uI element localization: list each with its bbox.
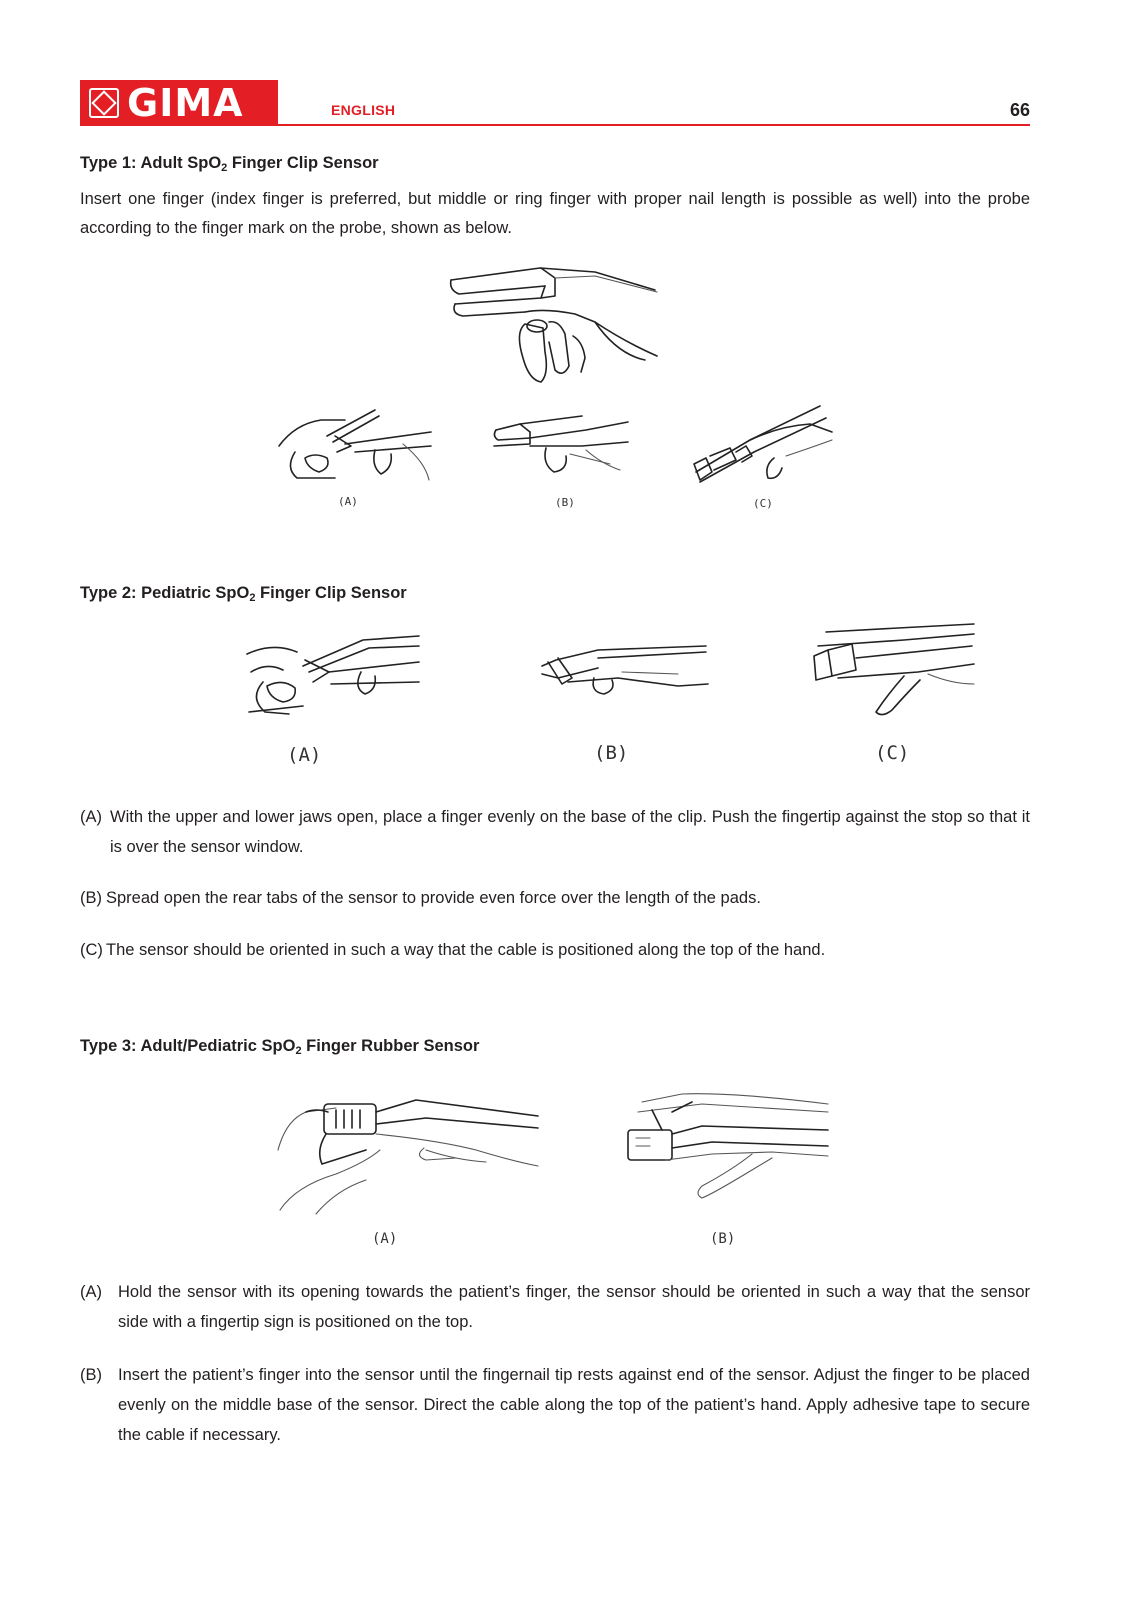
type2-caption-a: (A) bbox=[287, 744, 322, 766]
type3-caption-a: (A) bbox=[372, 1231, 398, 1247]
type3-item-b: (B) Insert the patient’s finger into the sensor until the fingernail tip rests against end of the sensor. Adjust the finger to be placed evenly on the middle base of the sensor. Direct the cable along the top of the patient’s hand. Apply adhesive tape to secure the cable if necessary. bbox=[80, 1366, 1030, 1444]
type2-item-a: (A) With the upper and lower jaws open, place a finger evenly on the base of the clip. Push the fingertip against the stop so that it is over the sensor window. bbox=[80, 808, 1030, 856]
type1-paragraph: Insert one finger (index finger is preferred, but middle or ring finger with proper nail length is possible as well) into the probe according to the finger mark on the probe, shown as below. bbox=[80, 190, 1030, 237]
type3-item-a: (A) Hold the sensor with its opening towards the patient’s finger, the sensor should be oriented in such a way that the sensor side with a fingertip sign is positioned on the top. bbox=[80, 1283, 1030, 1331]
type1-caption-c: (C) bbox=[753, 497, 773, 510]
type3-caption-b: (B) bbox=[710, 1231, 736, 1247]
pediatric-clip-figure-a bbox=[243, 632, 425, 718]
type2-caption-c: (C) bbox=[875, 742, 910, 764]
rubber-sensor-figure-a bbox=[276, 1090, 542, 1214]
header-rule bbox=[278, 124, 1030, 126]
language-label: ENGLISH bbox=[331, 102, 396, 118]
adult-clip-figure-c bbox=[690, 402, 835, 486]
type2-caption-b: (B) bbox=[594, 742, 629, 764]
gima-emblem-icon bbox=[89, 88, 119, 118]
adult-clip-figure-a bbox=[275, 406, 435, 486]
type2-heading: Type 2: Pediatric SpO$_2$ Finger Clip Sensor bbox=[80, 584, 407, 604]
adult-clip-figure-b bbox=[490, 412, 632, 482]
pediatric-clip-figure-b bbox=[538, 638, 710, 696]
logo-text: GIMA bbox=[127, 81, 244, 125]
type1-heading: Type 1: Adult SpO$_2$ Finger Clip Sensor bbox=[80, 154, 379, 174]
adult-clip-main-figure bbox=[445, 262, 660, 387]
type3-heading: Type 3: Adult/Pediatric SpO$_2$ Finger Rubber Sensor bbox=[80, 1037, 480, 1057]
page-number: 66 bbox=[1009, 100, 1030, 120]
type2-item-b: (B) Spread open the rear tabs of the sensor to provide even force over the length of the pads. bbox=[80, 889, 761, 907]
gima-logo bbox=[80, 80, 278, 126]
type2-item-c: (C) The sensor should be oriented in such a way that the cable is positioned along the top of the hand. bbox=[80, 941, 826, 959]
rubber-sensor-figure-b bbox=[622, 1090, 832, 1202]
type1-caption-a: (A) bbox=[338, 495, 358, 508]
type1-caption-b: (B) bbox=[555, 496, 575, 509]
pediatric-clip-figure-c bbox=[808, 620, 978, 718]
